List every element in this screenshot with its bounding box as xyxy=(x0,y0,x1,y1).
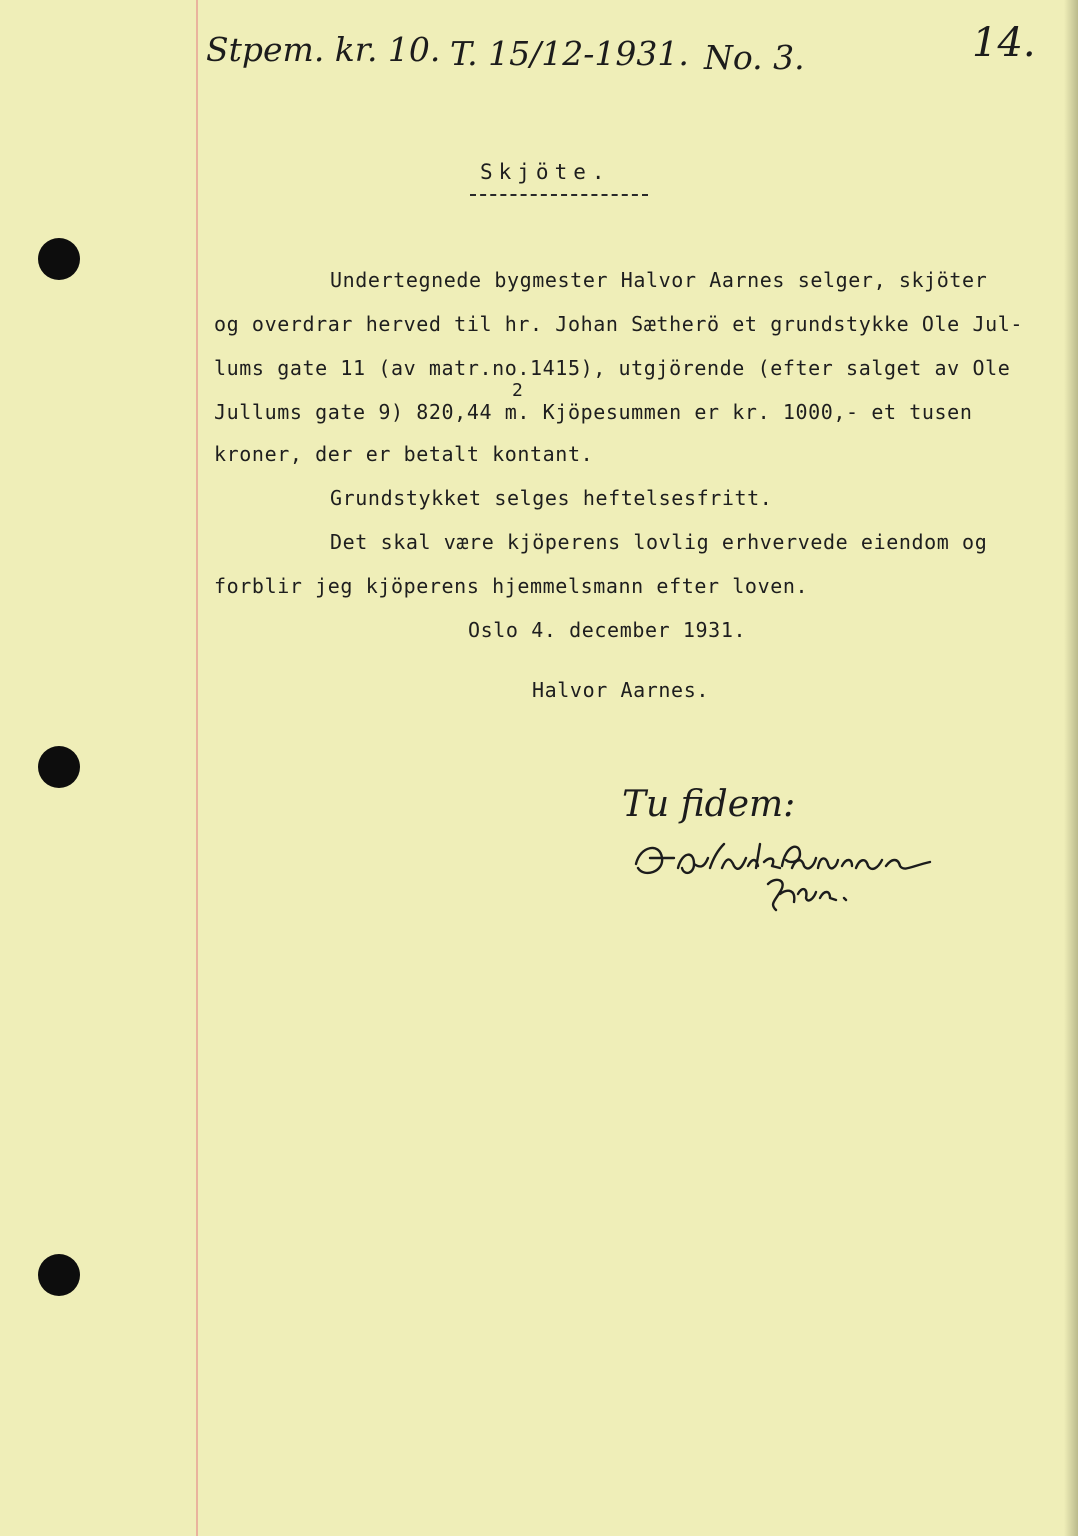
punch-hole-top xyxy=(38,238,80,280)
header-date-entry: T. 15/12-1931. xyxy=(450,34,689,73)
punch-hole-middle xyxy=(38,746,80,788)
paragraph-line-4: Jullums gate 9) 820,44 m. Kjöpesummen er kr. 1000,- et tusen xyxy=(214,400,973,424)
paragraph-line-2: og overdrar herved til hr. Johan Sætherö et grundstykke Ole Jul- xyxy=(214,312,1024,336)
paragraph-line-3: lums gate 11 (av matr.no.1415), utgjörende (efter salget av Ole xyxy=(214,356,1011,380)
margin-line xyxy=(196,0,198,1536)
area-superscript: 2 xyxy=(512,380,524,401)
page-edge-shadow xyxy=(1064,0,1078,1536)
title-underline xyxy=(470,194,648,196)
typed-signature: Halvor Aarnes. xyxy=(532,678,709,702)
punch-hole-bottom xyxy=(38,1254,80,1296)
document-title: Skjöte. xyxy=(480,160,611,184)
page-number: 14. xyxy=(972,20,1036,66)
header-number-entry: No. 3. xyxy=(704,38,805,77)
paragraph-line-1: Undertegnede bygmester Halvor Aarnes selger, skjöter xyxy=(330,268,988,292)
handwritten-signature xyxy=(630,828,950,924)
clause-unencumbered: Grundstykket selges heftelsesfritt. xyxy=(330,486,773,510)
witness-label: Tu fidem: xyxy=(622,784,796,825)
header-reference: Stpem. kr. 10. xyxy=(206,30,441,69)
clause-ownership-line-1: Det skal være kjöperens lovlig erhvervede eiendom og xyxy=(330,530,988,554)
clause-ownership-line-2: forblir jeg kjöperens hjemmelsmann efter loven. xyxy=(214,574,809,598)
place-date: Oslo 4. december 1931. xyxy=(468,618,747,642)
paragraph-line-5: kroner, der er betalt kontant. xyxy=(214,442,594,466)
